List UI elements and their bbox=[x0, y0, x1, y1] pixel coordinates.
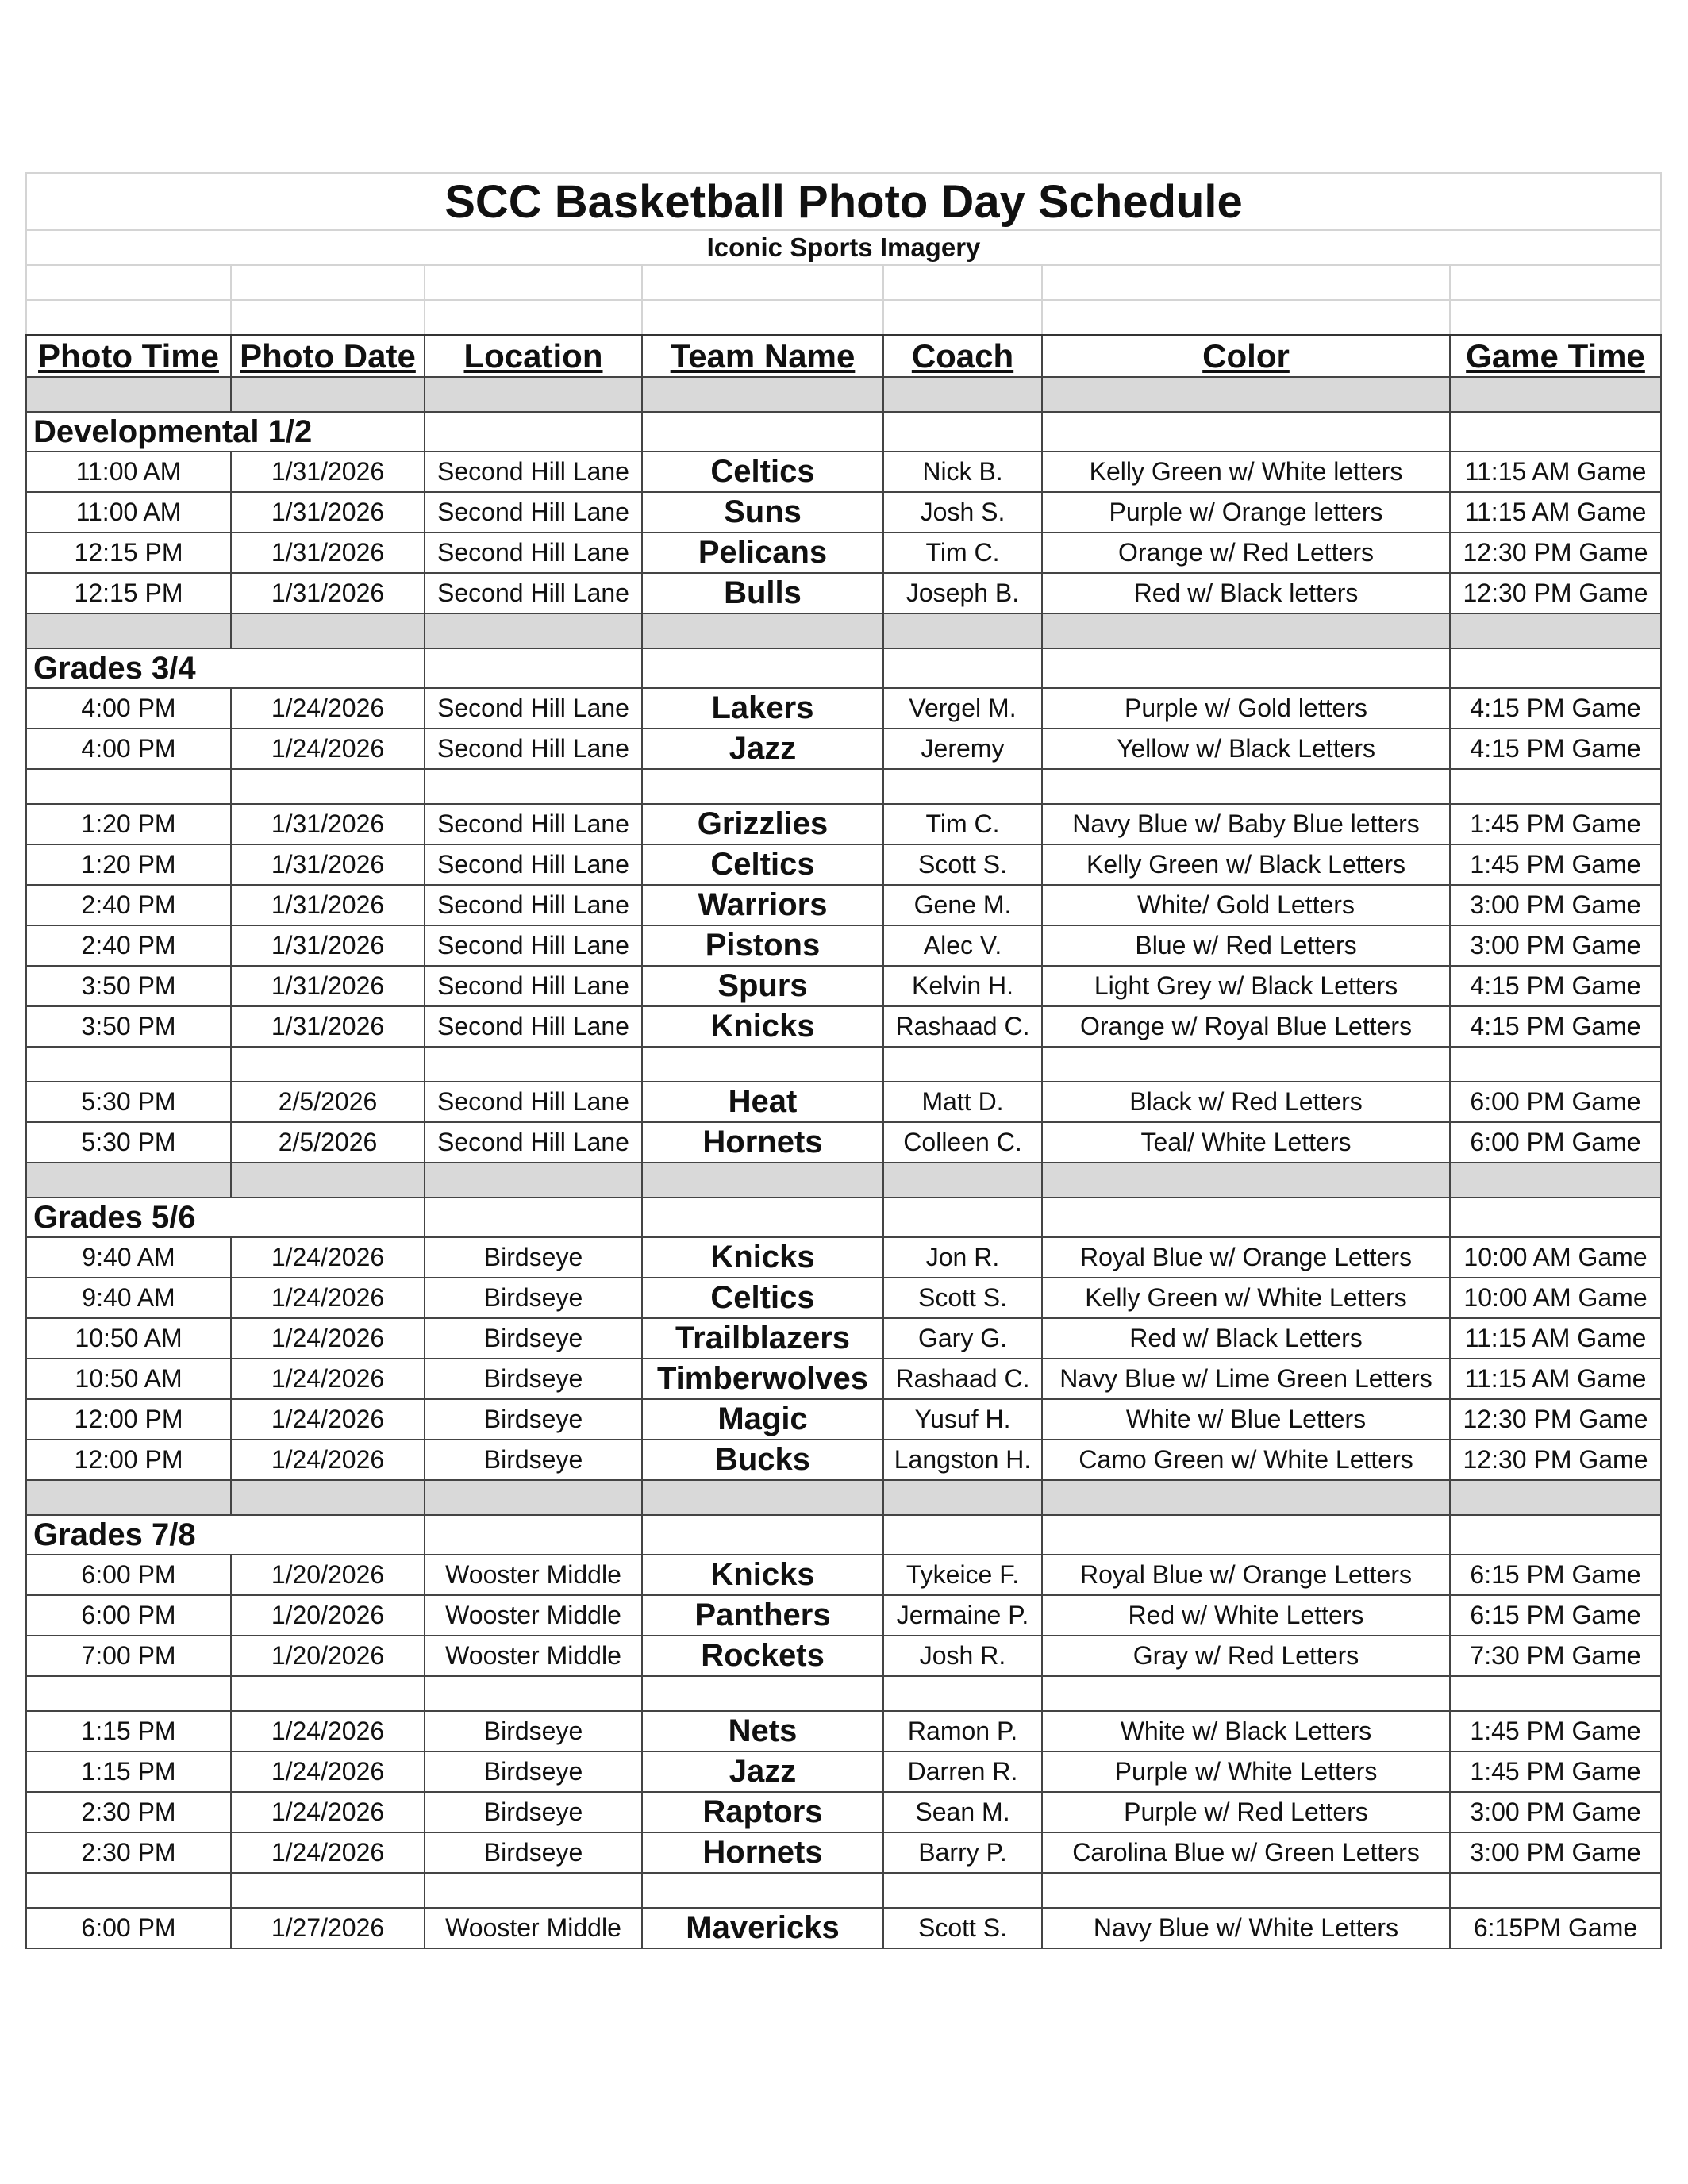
team-name-cell: Mavericks bbox=[642, 1908, 883, 1948]
game-time-cell: 4:15 PM Game bbox=[1450, 1006, 1661, 1047]
color-cell: Light Grey w/ Black Letters bbox=[1042, 966, 1450, 1006]
team-name-cell: Bulls bbox=[642, 573, 883, 613]
game-time-cell: 12:30 PM Game bbox=[1450, 573, 1661, 613]
table-row bbox=[26, 1555, 1661, 1595]
location-cell: Second Hill Lane bbox=[425, 452, 642, 492]
team-name-cell: Knicks bbox=[642, 1555, 883, 1595]
color-cell: Teal/ White Letters bbox=[1042, 1122, 1450, 1163]
section-row bbox=[26, 412, 1661, 452]
section-label: Grades 7/8 bbox=[26, 1515, 425, 1555]
location-cell: Birdseye bbox=[425, 1832, 642, 1873]
photo-time-cell: 1:15 PM bbox=[26, 1751, 231, 1792]
game-time-cell: 12:30 PM Game bbox=[1450, 1399, 1661, 1440]
location-cell: Birdseye bbox=[425, 1792, 642, 1832]
photo-date-cell: 1/31/2026 bbox=[231, 885, 425, 925]
location-cell: Second Hill Lane bbox=[425, 804, 642, 844]
photo-date-cell: 1/31/2026 bbox=[231, 925, 425, 966]
location-cell: Second Hill Lane bbox=[425, 844, 642, 885]
photo-time-cell: 9:40 AM bbox=[26, 1237, 231, 1278]
separator-row bbox=[26, 1480, 1661, 1515]
team-name-cell: Suns bbox=[642, 492, 883, 533]
spacer-row bbox=[26, 769, 1661, 804]
table-row bbox=[26, 1082, 1661, 1122]
table-row bbox=[26, 1237, 1661, 1278]
color-cell: Orange w/ Red Letters bbox=[1042, 533, 1450, 573]
location-cell: Second Hill Lane bbox=[425, 1082, 642, 1122]
photo-time-cell: 1:15 PM bbox=[26, 1711, 231, 1751]
coach-cell: Kelvin H. bbox=[883, 966, 1042, 1006]
location-cell: Wooster Middle bbox=[425, 1908, 642, 1948]
color-cell: Red w/ White Letters bbox=[1042, 1595, 1450, 1636]
team-name-cell: Trailblazers bbox=[642, 1318, 883, 1359]
coach-cell: Jeremy bbox=[883, 729, 1042, 769]
table-row bbox=[26, 1006, 1661, 1047]
location-cell: Second Hill Lane bbox=[425, 885, 642, 925]
game-time-cell: 6:00 PM Game bbox=[1450, 1082, 1661, 1122]
photo-date-cell: 1/27/2026 bbox=[231, 1908, 425, 1948]
photo-time-cell: 12:15 PM bbox=[26, 573, 231, 613]
photo-date-cell: 1/31/2026 bbox=[231, 492, 425, 533]
location-cell: Birdseye bbox=[425, 1237, 642, 1278]
page-subtitle: Iconic Sports Imagery bbox=[26, 230, 1661, 265]
photo-date-cell: 1/24/2026 bbox=[231, 729, 425, 769]
coach-cell: Gary G. bbox=[883, 1318, 1042, 1359]
table-row bbox=[26, 1751, 1661, 1792]
photo-time-cell: 12:15 PM bbox=[26, 533, 231, 573]
coach-cell: Scott S. bbox=[883, 1908, 1042, 1948]
photo-date-cell: 1/24/2026 bbox=[231, 1278, 425, 1318]
header-color: Color bbox=[1042, 336, 1450, 378]
color-cell: Camo Green w/ White Letters bbox=[1042, 1440, 1450, 1480]
coach-cell: Scott S. bbox=[883, 844, 1042, 885]
game-time-cell: 3:00 PM Game bbox=[1450, 885, 1661, 925]
photo-date-cell: 1/24/2026 bbox=[231, 1792, 425, 1832]
location-cell: Wooster Middle bbox=[425, 1595, 642, 1636]
game-time-cell: 1:45 PM Game bbox=[1450, 1751, 1661, 1792]
location-cell: Birdseye bbox=[425, 1278, 642, 1318]
photo-date-cell: 1/31/2026 bbox=[231, 452, 425, 492]
photo-time-cell: 12:00 PM bbox=[26, 1399, 231, 1440]
team-name-cell: Pistons bbox=[642, 925, 883, 966]
separator-row bbox=[26, 1163, 1661, 1198]
location-cell: Second Hill Lane bbox=[425, 925, 642, 966]
photo-date-cell: 1/31/2026 bbox=[231, 1006, 425, 1047]
table-row bbox=[26, 1318, 1661, 1359]
game-time-cell: 12:30 PM Game bbox=[1450, 1440, 1661, 1480]
team-name-cell: Raptors bbox=[642, 1792, 883, 1832]
color-cell: White w/ Blue Letters bbox=[1042, 1399, 1450, 1440]
header-coach: Coach bbox=[883, 336, 1042, 378]
color-cell: Purple w/ Red Letters bbox=[1042, 1792, 1450, 1832]
color-cell: Yellow w/ Black Letters bbox=[1042, 729, 1450, 769]
color-cell: Purple w/ Gold letters bbox=[1042, 688, 1450, 729]
photo-time-cell: 9:40 AM bbox=[26, 1278, 231, 1318]
team-name-cell: Spurs bbox=[642, 966, 883, 1006]
coach-cell: Tim C. bbox=[883, 533, 1042, 573]
team-name-cell: Warriors bbox=[642, 885, 883, 925]
photo-time-cell: 3:50 PM bbox=[26, 1006, 231, 1047]
section-row bbox=[26, 1515, 1661, 1555]
game-time-cell: 3:00 PM Game bbox=[1450, 1792, 1661, 1832]
schedule-table bbox=[25, 172, 1662, 1949]
coach-cell: Langston H. bbox=[883, 1440, 1042, 1480]
coach-cell: Sean M. bbox=[883, 1792, 1042, 1832]
photo-time-cell: 3:50 PM bbox=[26, 966, 231, 1006]
color-cell: White w/ Black Letters bbox=[1042, 1711, 1450, 1751]
game-time-cell: 1:45 PM Game bbox=[1450, 844, 1661, 885]
coach-cell: Gene M. bbox=[883, 885, 1042, 925]
table-row bbox=[26, 1595, 1661, 1636]
photo-time-cell: 10:50 AM bbox=[26, 1318, 231, 1359]
game-time-cell: 4:15 PM Game bbox=[1450, 729, 1661, 769]
location-cell: Birdseye bbox=[425, 1399, 642, 1440]
photo-date-cell: 1/24/2026 bbox=[231, 1832, 425, 1873]
team-name-cell: Knicks bbox=[642, 1237, 883, 1278]
coach-cell: Vergel M. bbox=[883, 688, 1042, 729]
table-row bbox=[26, 804, 1661, 844]
photo-time-cell: 1:20 PM bbox=[26, 804, 231, 844]
team-name-cell: Magic bbox=[642, 1399, 883, 1440]
coach-cell: Alec V. bbox=[883, 925, 1042, 966]
table-row bbox=[26, 1636, 1661, 1676]
team-name-cell: Panthers bbox=[642, 1595, 883, 1636]
location-cell: Wooster Middle bbox=[425, 1555, 642, 1595]
color-cell: Purple w/ White Letters bbox=[1042, 1751, 1450, 1792]
team-name-cell: Knicks bbox=[642, 1006, 883, 1047]
game-time-cell: 4:15 PM Game bbox=[1450, 966, 1661, 1006]
color-cell: Royal Blue w/ Orange Letters bbox=[1042, 1237, 1450, 1278]
game-time-cell: 1:45 PM Game bbox=[1450, 804, 1661, 844]
team-name-cell: Rockets bbox=[642, 1636, 883, 1676]
spacer-row bbox=[26, 1047, 1661, 1082]
location-cell: Birdseye bbox=[425, 1751, 642, 1792]
header-photo-time: Photo Time bbox=[26, 336, 231, 378]
photo-time-cell: 6:00 PM bbox=[26, 1555, 231, 1595]
section-row bbox=[26, 1198, 1661, 1237]
photo-date-cell: 1/31/2026 bbox=[231, 844, 425, 885]
photo-date-cell: 1/24/2026 bbox=[231, 1359, 425, 1399]
spacer-row bbox=[26, 1873, 1661, 1908]
game-time-cell: 12:30 PM Game bbox=[1450, 533, 1661, 573]
photo-time-cell: 1:20 PM bbox=[26, 844, 231, 885]
spacer-row bbox=[26, 1676, 1661, 1711]
photo-time-cell: 2:40 PM bbox=[26, 925, 231, 966]
color-cell: Kelly Green w/ White Letters bbox=[1042, 1278, 1450, 1318]
coach-cell: Colleen C. bbox=[883, 1122, 1042, 1163]
coach-cell: Rashaad C. bbox=[883, 1006, 1042, 1047]
game-time-cell: 1:45 PM Game bbox=[1450, 1711, 1661, 1751]
coach-cell: Rashaad C. bbox=[883, 1359, 1042, 1399]
game-time-cell: 3:00 PM Game bbox=[1450, 1832, 1661, 1873]
table-row bbox=[26, 1359, 1661, 1399]
coach-cell: Tykeice F. bbox=[883, 1555, 1042, 1595]
game-time-cell: 3:00 PM Game bbox=[1450, 925, 1661, 966]
color-cell: Gray w/ Red Letters bbox=[1042, 1636, 1450, 1676]
table-row bbox=[26, 1832, 1661, 1873]
coach-cell: Yusuf H. bbox=[883, 1399, 1042, 1440]
photo-date-cell: 1/24/2026 bbox=[231, 1711, 425, 1751]
location-cell: Birdseye bbox=[425, 1711, 642, 1751]
team-name-cell: Nets bbox=[642, 1711, 883, 1751]
table-row bbox=[26, 1792, 1661, 1832]
location-cell: Second Hill Lane bbox=[425, 966, 642, 1006]
color-cell: Carolina Blue w/ Green Letters bbox=[1042, 1832, 1450, 1873]
photo-date-cell: 1/24/2026 bbox=[231, 1440, 425, 1480]
photo-time-cell: 5:30 PM bbox=[26, 1082, 231, 1122]
section-label: Grades 3/4 bbox=[26, 648, 425, 688]
photo-time-cell: 2:40 PM bbox=[26, 885, 231, 925]
game-time-cell: 10:00 AM Game bbox=[1450, 1237, 1661, 1278]
table-row bbox=[26, 1122, 1661, 1163]
game-time-cell: 7:30 PM Game bbox=[1450, 1636, 1661, 1676]
game-time-cell: 6:15PM Game bbox=[1450, 1908, 1661, 1948]
photo-date-cell: 1/24/2026 bbox=[231, 1399, 425, 1440]
photo-date-cell: 1/20/2026 bbox=[231, 1555, 425, 1595]
team-name-cell: Hornets bbox=[642, 1122, 883, 1163]
color-cell: Kelly Green w/ White letters bbox=[1042, 452, 1450, 492]
table-row bbox=[26, 1908, 1661, 1948]
location-cell: Second Hill Lane bbox=[425, 533, 642, 573]
color-cell: Navy Blue w/ White Letters bbox=[1042, 1908, 1450, 1948]
photo-date-cell: 1/20/2026 bbox=[231, 1595, 425, 1636]
table-row bbox=[26, 1278, 1661, 1318]
header-game-time: Game Time bbox=[1450, 336, 1661, 378]
color-cell: Blue w/ Red Letters bbox=[1042, 925, 1450, 966]
team-name-cell: Heat bbox=[642, 1082, 883, 1122]
team-name-cell: Jazz bbox=[642, 1751, 883, 1792]
color-cell: Black w/ Red Letters bbox=[1042, 1082, 1450, 1122]
location-cell: Second Hill Lane bbox=[425, 1122, 642, 1163]
table-row bbox=[26, 492, 1661, 533]
location-cell: Second Hill Lane bbox=[425, 492, 642, 533]
table-row bbox=[26, 452, 1661, 492]
location-cell: Wooster Middle bbox=[425, 1636, 642, 1676]
separator-row bbox=[26, 613, 1661, 648]
team-name-cell: Pelicans bbox=[642, 533, 883, 573]
color-cell: Red w/ Black Letters bbox=[1042, 1318, 1450, 1359]
header-team-name: Team Name bbox=[642, 336, 883, 378]
color-cell: Kelly Green w/ Black Letters bbox=[1042, 844, 1450, 885]
color-cell: Navy Blue w/ Lime Green Letters bbox=[1042, 1359, 1450, 1399]
location-cell: Second Hill Lane bbox=[425, 688, 642, 729]
section-label: Grades 5/6 bbox=[26, 1198, 425, 1237]
game-time-cell: 10:00 AM Game bbox=[1450, 1278, 1661, 1318]
photo-date-cell: 1/24/2026 bbox=[231, 1318, 425, 1359]
section-label: Developmental 1/2 bbox=[26, 412, 425, 452]
coach-cell: Josh R. bbox=[883, 1636, 1042, 1676]
color-cell: Navy Blue w/ Baby Blue letters bbox=[1042, 804, 1450, 844]
team-name-cell: Timberwolves bbox=[642, 1359, 883, 1399]
blank-row bbox=[26, 265, 1661, 300]
team-name-cell: Celtics bbox=[642, 1278, 883, 1318]
coach-cell: Nick B. bbox=[883, 452, 1042, 492]
game-time-cell: 11:15 AM Game bbox=[1450, 1359, 1661, 1399]
team-name-cell: Bucks bbox=[642, 1440, 883, 1480]
photo-date-cell: 1/31/2026 bbox=[231, 804, 425, 844]
game-time-cell: 11:15 AM Game bbox=[1450, 492, 1661, 533]
table-row bbox=[26, 729, 1661, 769]
location-cell: Birdseye bbox=[425, 1359, 642, 1399]
photo-date-cell: 1/31/2026 bbox=[231, 533, 425, 573]
table-row bbox=[26, 925, 1661, 966]
location-cell: Second Hill Lane bbox=[425, 573, 642, 613]
game-time-cell: 4:15 PM Game bbox=[1450, 688, 1661, 729]
photo-date-cell: 1/24/2026 bbox=[231, 1237, 425, 1278]
table-row bbox=[26, 688, 1661, 729]
blank-row bbox=[26, 300, 1661, 336]
photo-date-cell: 1/31/2026 bbox=[231, 573, 425, 613]
coach-cell: Scott S. bbox=[883, 1278, 1042, 1318]
coach-cell: Josh S. bbox=[883, 492, 1042, 533]
table-row bbox=[26, 966, 1661, 1006]
game-time-cell: 6:15 PM Game bbox=[1450, 1595, 1661, 1636]
coach-cell: Joseph B. bbox=[883, 573, 1042, 613]
team-name-cell: Hornets bbox=[642, 1832, 883, 1873]
photo-date-cell: 1/24/2026 bbox=[231, 688, 425, 729]
photo-time-cell: 7:00 PM bbox=[26, 1636, 231, 1676]
header-photo-date: Photo Date bbox=[231, 336, 425, 378]
game-time-cell: 6:00 PM Game bbox=[1450, 1122, 1661, 1163]
location-cell: Birdseye bbox=[425, 1440, 642, 1480]
coach-cell: Matt D. bbox=[883, 1082, 1042, 1122]
color-cell: White/ Gold Letters bbox=[1042, 885, 1450, 925]
photo-time-cell: 12:00 PM bbox=[26, 1440, 231, 1480]
color-cell: Red w/ Black letters bbox=[1042, 573, 1450, 613]
coach-cell: Barry P. bbox=[883, 1832, 1042, 1873]
table-row bbox=[26, 1440, 1661, 1480]
table-row bbox=[26, 533, 1661, 573]
coach-cell: Tim C. bbox=[883, 804, 1042, 844]
game-time-cell: 11:15 AM Game bbox=[1450, 1318, 1661, 1359]
photo-date-cell: 2/5/2026 bbox=[231, 1122, 425, 1163]
table-row bbox=[26, 1711, 1661, 1751]
photo-time-cell: 11:00 AM bbox=[26, 492, 231, 533]
table-row bbox=[26, 573, 1661, 613]
photo-time-cell: 11:00 AM bbox=[26, 452, 231, 492]
coach-cell: Jon R. bbox=[883, 1237, 1042, 1278]
photo-time-cell: 6:00 PM bbox=[26, 1595, 231, 1636]
photo-date-cell: 2/5/2026 bbox=[231, 1082, 425, 1122]
photo-time-cell: 4:00 PM bbox=[26, 729, 231, 769]
photo-time-cell: 4:00 PM bbox=[26, 688, 231, 729]
team-name-cell: Grizzlies bbox=[642, 804, 883, 844]
coach-cell: Jermaine P. bbox=[883, 1595, 1042, 1636]
table-row bbox=[26, 844, 1661, 885]
header-row bbox=[26, 336, 1661, 378]
color-cell: Royal Blue w/ Orange Letters bbox=[1042, 1555, 1450, 1595]
game-time-cell: 6:15 PM Game bbox=[1450, 1555, 1661, 1595]
photo-time-cell: 2:30 PM bbox=[26, 1832, 231, 1873]
location-cell: Second Hill Lane bbox=[425, 1006, 642, 1047]
table-row bbox=[26, 1399, 1661, 1440]
section-row bbox=[26, 648, 1661, 688]
photo-time-cell: 10:50 AM bbox=[26, 1359, 231, 1399]
photo-time-cell: 5:30 PM bbox=[26, 1122, 231, 1163]
team-name-cell: Celtics bbox=[642, 452, 883, 492]
coach-cell: Ramon P. bbox=[883, 1711, 1042, 1751]
photo-date-cell: 1/31/2026 bbox=[231, 966, 425, 1006]
coach-cell: Darren R. bbox=[883, 1751, 1042, 1792]
photo-time-cell: 6:00 PM bbox=[26, 1908, 231, 1948]
photo-date-cell: 1/20/2026 bbox=[231, 1636, 425, 1676]
game-time-cell: 11:15 AM Game bbox=[1450, 452, 1661, 492]
table-row bbox=[26, 885, 1661, 925]
team-name-cell: Lakers bbox=[642, 688, 883, 729]
location-cell: Second Hill Lane bbox=[425, 729, 642, 769]
color-cell: Purple w/ Orange letters bbox=[1042, 492, 1450, 533]
page-title: SCC Basketball Photo Day Schedule bbox=[26, 173, 1661, 230]
separator-row bbox=[26, 377, 1661, 412]
location-cell: Birdseye bbox=[425, 1318, 642, 1359]
header-location: Location bbox=[425, 336, 642, 378]
team-name-cell: Jazz bbox=[642, 729, 883, 769]
color-cell: Orange w/ Royal Blue Letters bbox=[1042, 1006, 1450, 1047]
photo-date-cell: 1/24/2026 bbox=[231, 1751, 425, 1792]
team-name-cell: Celtics bbox=[642, 844, 883, 885]
photo-time-cell: 2:30 PM bbox=[26, 1792, 231, 1832]
